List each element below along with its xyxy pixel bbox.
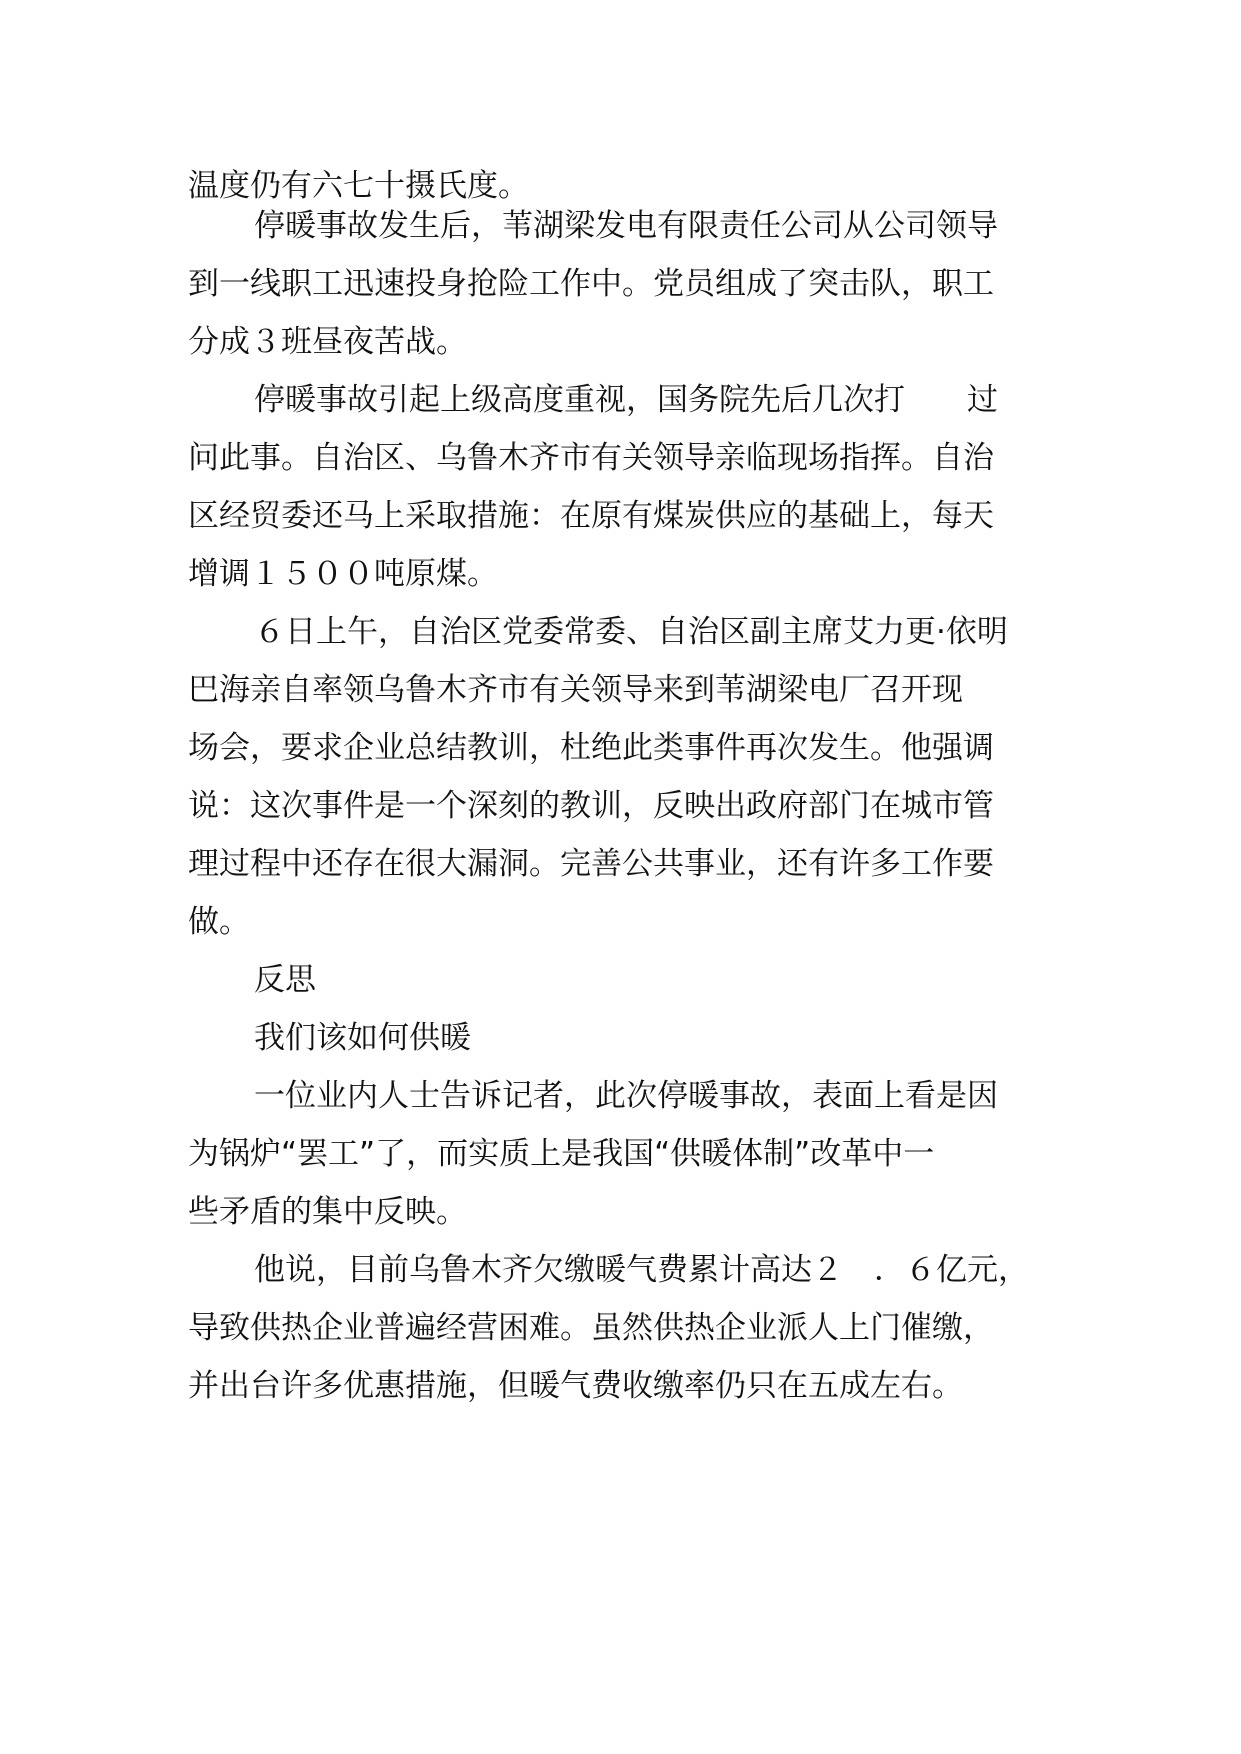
text-line: 为锅炉“罢工”了，而实质上是我国“供暖体制”改革中一 — [188, 1136, 935, 1172]
text-line: 些矛盾的集中反映。 — [188, 1194, 467, 1230]
text-line: 分成３班昼夜苦战。 — [188, 324, 467, 360]
text-line: 区经贸委还马上采取措施：在原有煤炭供应的基础上，每天 — [188, 498, 994, 534]
text-line: 场会，要求企业总结教训，杜绝此类事件再次发生。他强调 — [188, 730, 994, 766]
paragraph-first-line: 停暖事故发生后，苇湖梁发电有限责任公司从公司领导 — [254, 208, 998, 244]
text-line: 温度仍有六七十摄氏度。 — [188, 168, 529, 204]
paragraph-first-line: 一位业内人士告诉记者，此次停暖事故，表面上看是因 — [254, 1078, 998, 1114]
text-line: 做。 — [188, 904, 250, 940]
text-line: 说：这次事件是一个深刻的教训，反映出政府部门在城市管 — [188, 788, 994, 824]
paragraph-first-line: 停暖事故引起上级高度重视，国务院先后几次打 过 — [254, 382, 998, 418]
text-line: 理过程中还存在很大漏洞。完善公共事业，还有许多工作要 — [188, 846, 994, 882]
text-line: 巴海亲自率领乌鲁木齐市有关领导来到苇湖梁电厂召开现 — [188, 672, 963, 708]
text-line: 到一线职工迅速投身抢险工作中。党员组成了突击队，职工 — [188, 266, 994, 302]
section-heading: 反思 — [254, 962, 316, 998]
section-subheading: 我们该如何供暖 — [254, 1020, 471, 1056]
text-line: 并出台许多优惠措施，但暖气费收缴率仍只在五成左右。 — [188, 1368, 963, 1404]
paragraph-first-line: ６日上午，自治区党委常委、自治区副主席艾力更·依明 — [254, 614, 1008, 650]
text-line: 增调１５００吨原煤。 — [188, 556, 498, 592]
paragraph-first-line: 他说，目前乌鲁木齐欠缴暖气费累计高达２ ．６亿元， — [254, 1252, 1029, 1288]
text-line: 导致供热企业普遍经营困难。虽然供热企业派人上门催缴， — [188, 1310, 994, 1346]
text-line: 问此事。自治区、乌鲁木齐市有关领导亲临现场指挥。自治 — [188, 440, 994, 476]
